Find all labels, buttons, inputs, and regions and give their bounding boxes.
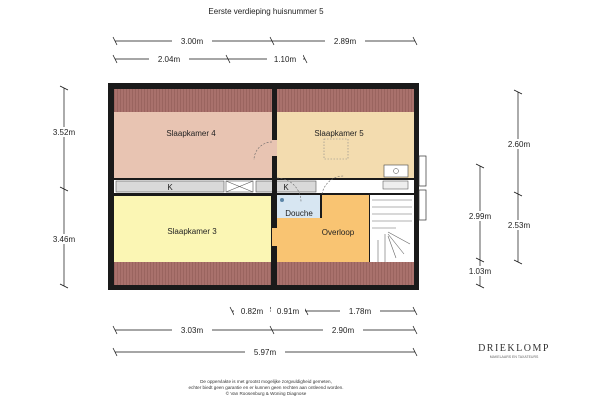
roof-slope-top-left — [114, 89, 272, 112]
footer-line-1: De oppervlakte is met grootst mogelijke zorgvuldigheid gemeten, — [200, 379, 332, 384]
label-slaapkamer-3: Slaapkamer 3 — [167, 227, 217, 236]
sink-icon — [384, 165, 408, 177]
dim-bottom-c: 1.78m — [348, 307, 372, 316]
dim-left-upper: 3.52m — [52, 128, 76, 137]
room-slaapkamer-4 — [114, 112, 272, 179]
shower-icon — [280, 198, 284, 202]
window-right-upper — [419, 156, 426, 186]
toilet-icon — [383, 181, 408, 189]
brand-tagline: MAKELAARS EN TAXATEURS — [489, 355, 539, 359]
interior-wall-lower — [114, 193, 414, 195]
dim-bottom-a: 0.82m — [240, 307, 264, 316]
footer-line-3: © Van Roosenburg & Woning Diagnose — [225, 391, 307, 396]
douche-wall — [320, 194, 322, 218]
roof-slope-top-right — [277, 89, 414, 112]
door-opening-3 — [272, 228, 277, 246]
dim-right-mid-a: 2.99m — [468, 212, 492, 221]
label-closet-k1: K — [167, 183, 173, 192]
dim-total: 5.97m — [253, 348, 277, 357]
dim-top-right: 2.89m — [333, 37, 357, 46]
dim-right-lower: 1.03m — [468, 267, 492, 276]
footer-line-2: echter biedt geen garantie en er kunnen geen rechten aan ontleend worden. — [188, 385, 344, 390]
door-opening-4 — [272, 140, 277, 156]
dim-right-upper: 2.60m — [507, 140, 531, 149]
roof-slope-bottom-right — [277, 262, 414, 285]
dim-bottom-left: 3.03m — [180, 326, 204, 335]
brand-logo — [478, 343, 550, 359]
label-slaapkamer-4: Slaapkamer 4 — [166, 129, 216, 138]
label-slaapkamer-5: Slaapkamer 5 — [314, 129, 364, 138]
building — [108, 83, 426, 290]
dim-second-left: 2.04m — [157, 55, 181, 64]
page-title: Eerste verdieping huisnummer 5 — [208, 7, 324, 16]
interior-wall-upper — [114, 178, 414, 180]
dim-left-lower: 3.46m — [52, 235, 76, 244]
roof-slope-bottom-left — [114, 262, 271, 285]
dim-second-mid: 1.10m — [273, 55, 297, 64]
label-closet-k2: K — [283, 183, 289, 192]
dim-bottom-right: 2.90m — [331, 326, 355, 335]
label-overloop: Overloop — [321, 228, 355, 237]
window-right-lower — [419, 190, 426, 220]
dim-top-left: 3.00m — [180, 37, 204, 46]
brand-name: DRIEKLOMP — [478, 343, 550, 354]
dim-bottom-b: 0.91m — [276, 307, 300, 316]
dim-right-mid-b: 2.53m — [507, 221, 531, 230]
label-douche: Douche — [285, 209, 313, 218]
